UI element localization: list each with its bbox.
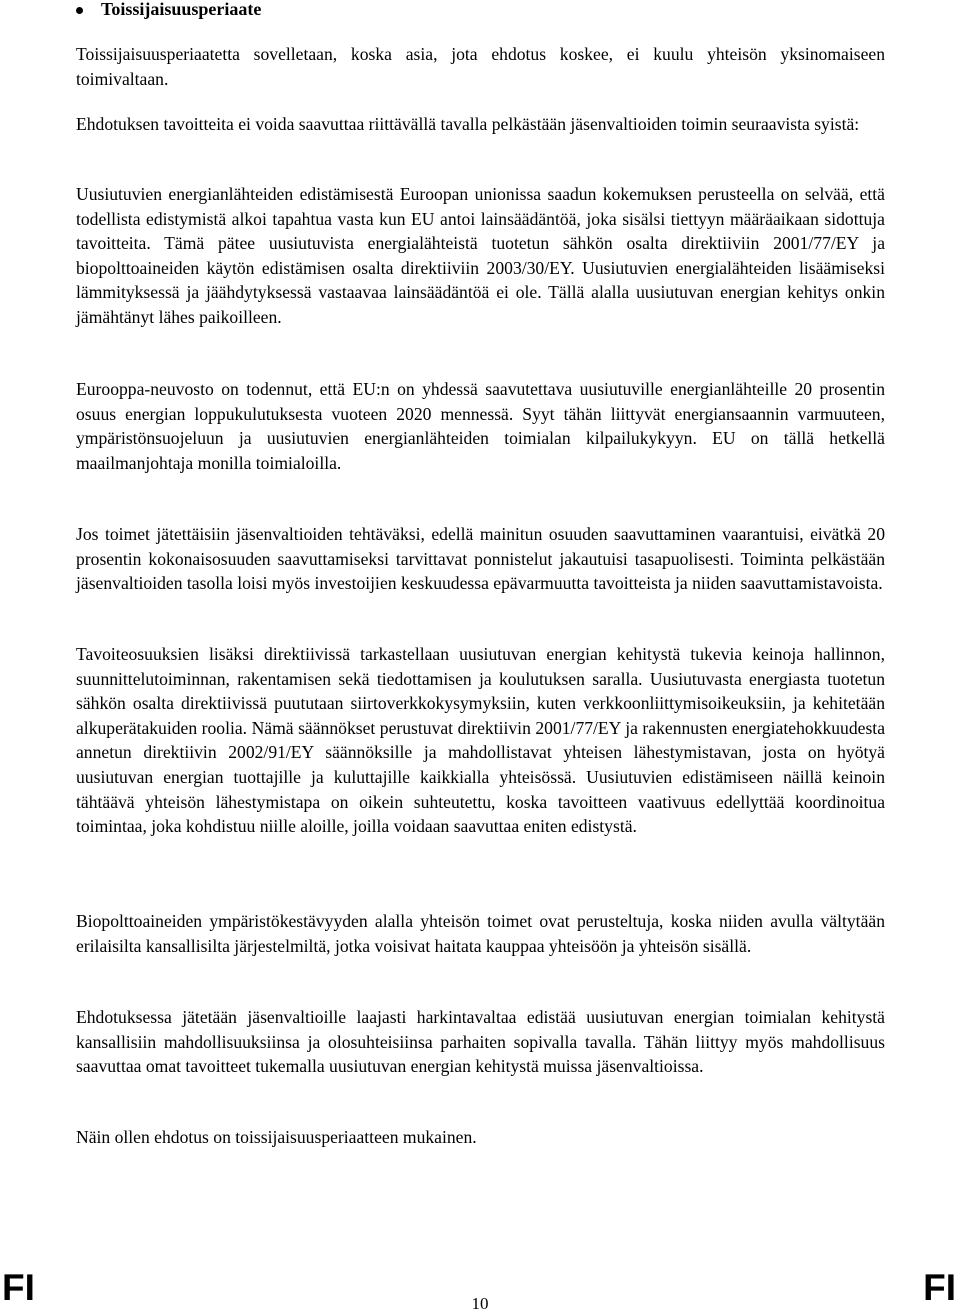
paragraph-7: Biopolttoaineiden ympäristökestävyyden alalla yhteisön toimet ovat perusteltuja, koska niiden avulla vältytään erilaisilta kansallisilta järjestelmiltä, jotka voisivat haitata kauppaa yhteisöön ja yhteisön sisällä. <box>76 911 885 956</box>
paragraph-9: Näin ollen ehdotus on toissijaisuusperiaatteen mukainen. <box>76 1127 477 1147</box>
bullet-icon <box>76 7 83 14</box>
paragraph-8: Ehdotuksessa jätetään jäsenvaltioille laajasti harkintavaltaa edistää uusiutuvan energian toimialan kehitystä kansallisiin mahdollisuuksiinsa ja olosuhteisiinsa parhaiten sopivalla tavalla. Tähän liittyy myös mahdollisuus saavuttaa omat tavoitteet tukemalla uusiutuvan energian kehitystä muissa jäsenvaltioissa. <box>76 1007 885 1077</box>
page-number: 10 <box>471 1294 489 1313</box>
footer-language-left: FI <box>2 1267 35 1308</box>
section-heading <box>76 0 885 22</box>
paragraph-3: Uusiutuvien energianlähteiden edistämisestä Euroopan unionissa saadun kokemuksen perusteella on selvää, että todellista edistymistä alkoi tapahtua vasta kun EU antoi lainsäädäntöä, joka sisälsi tiettyyn määräaikaan sidottuja tavoitteita. Tämä pätee uusiutuvista energialähteistä tuotetun sähkön osalta direktiiviin 2001/77/EY ja biopolttoaineiden käytön edistämisen osalta direktiiviin 2003/30/EY. Uusiutuvien energialähteiden lisäämiseksi lämmityksessä ja jäähdytyksessä vastaavaa lainsäädäntöä ei ole. Tällä alalla uusiutuvan energian kehitys onkin jämähtänyt lähes paikoilleen. <box>76 184 885 327</box>
paragraph-4: Eurooppa-neuvosto on todennut, että EU:n on yhdessä saavutettava uusiutuville energianlähteille 20 prosentin osuus energian loppukulutuksesta vuoteen 2020 mennessä. Syyt tähän liittyvät energiansaannin varmuuteen, ympäristönsuojeluun ja uusiutuvien energianlähteiden toimialan kilpailukykyyn. EU on tällä hetkellä maailmanjohtaja monilla toimialoilla. <box>76 379 885 473</box>
paragraph-1: Toissijaisuusperiaatetta sovelletaan, koska asia, jota ehdotus koskee, ei kuulu yhteisön yksinomaiseen toimivaltaan. <box>76 44 885 89</box>
paragraph-5: Jos toimet jätettäisiin jäsenvaltioiden tehtäväksi, edellä mainitun osuuden saavuttaminen vaarantuisi, eivätkä 20 prosentin kokonaisosuuden saavuttamiseksi tarvittavat ponnistelut jakautuisi tasapuolisesti. Toiminta pelkästään jäsenvaltioiden tasolla loisi myös investoijien keskuudessa epävarmuutta tavoitteista ja niiden saavuttamistavoista. <box>76 524 885 594</box>
paragraph-6: Tavoiteosuuksien lisäksi direktiivissä tarkastellaan uusiutuvan energian kehitystä tukevia keinoja hallinnon, suunnittelutoiminnan, rakentamisen sekä tiedottamisen ja koulutuksen saralla. Uusiutuvasta energiasta tuotetun sähkön osalta direktiivissä puututaan siirtoverkkokysymyksiin, kuten verkkoonliittymisoikeuksiin, ja kehitetään alkuperätakuiden roolia. Nämä säännökset perustuvat direktiivin 2001/77/EY ja rakennusten energiatehokkuudesta annetun direktiivin 2002/91/EY säännöksille ja mahdollistavat yhteisen lähestymistavan, josta on hyötyä uusiutuvan energian tuottajille ja kuluttajille kaikkialla yhteisössä. Uusiutuvien edistämiseen näillä keinoin tähtäävä yhteisön lähestymistapa on oikein suhteutettu, koska tavoitteen vaativuus edellyttää koordinoitua toimintaa, joka kohdistuu niille aloille, joilla voidaan saavuttaa eniten edistystä. <box>76 644 885 837</box>
section-heading-text: Toissijaisuusperiaate <box>101 0 262 19</box>
document-page <box>76 0 885 1147</box>
paragraph-2: Ehdotuksen tavoitteita ei voida saavuttaa riittävällä tavalla pelkästään jäsenvaltioiden toimin seuraavista syistä: <box>76 114 860 134</box>
footer-language-right: FI <box>923 1267 956 1308</box>
